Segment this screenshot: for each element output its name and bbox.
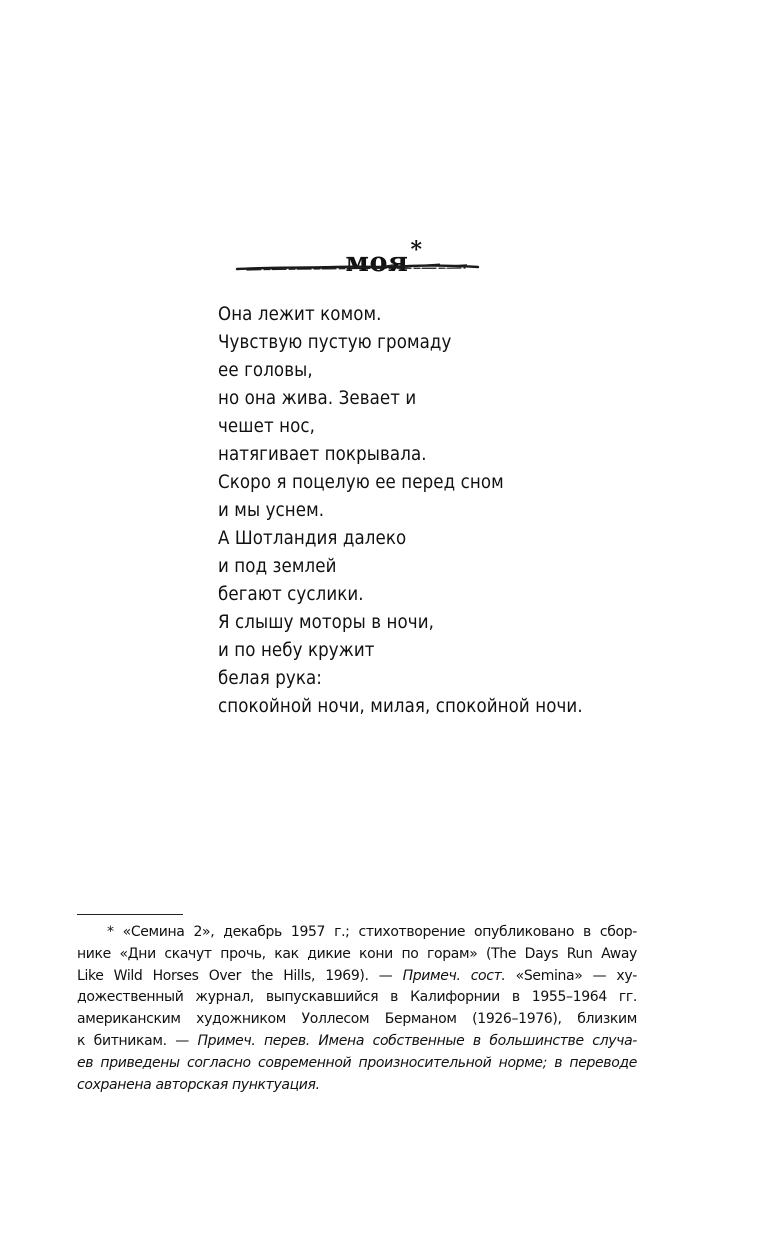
footnote: [77, 922, 637, 1096]
poem-line: и под землей: [218, 556, 337, 577]
footnote-line: сохранена авторская пунктуация.: [77, 1076, 320, 1093]
footnote-line: * «Семина 2», декабрь 1957 г.; стихотворение опубликовано в сбор-: [107, 924, 637, 940]
footnote-line: ев приведены согласно современной произносительной норме; в переводе: [77, 1054, 637, 1071]
poem-line: А Шотландия далеко: [218, 528, 407, 549]
footnote-line: нике «Дни скачут прочь, как дикие кони по горам» (The Days Run Away: [77, 945, 637, 962]
footnote-line: дожественный журнал, выпускавшийся в Калифорнии в 1955–1964 гг.: [77, 989, 637, 1006]
poem-line: белая рука:: [218, 668, 323, 689]
poem-line: Скоро я поцелую ее перед сном: [218, 472, 504, 493]
footnote-line: Like Wild Horses Over the Hills, 1969). — Примеч. сост. «Semina» — ху-: [77, 967, 638, 984]
poem-line: Она лежит комом.: [218, 304, 382, 325]
poem-title-text: моя: [345, 247, 409, 278]
poem-line: ее головы,: [218, 360, 313, 381]
poem-line: бегают суслики.: [218, 584, 364, 605]
poem-line: чешет нос,: [218, 416, 316, 437]
title-footnote-marker: *: [410, 237, 423, 263]
footnote-marker: *: [107, 924, 114, 940]
poem-line: Я слышу моторы в ночи,: [218, 612, 435, 633]
poem-line: Чувствую пустую громаду: [218, 332, 452, 353]
poem-line: и по небу кружит: [218, 640, 375, 661]
editor-note-label: Примеч. сост.: [402, 967, 506, 984]
footnote-line: к битникам. — Примеч. перев. Имена собственные в большинстве случа-: [77, 1032, 638, 1049]
footnote-separator: [77, 914, 183, 915]
poem-title: [0, 236, 768, 281]
poem-line: но она жива. Зевает и: [218, 388, 417, 409]
translator-note: Примеч. перев. Имена собственные в большинстве случа-: [197, 1032, 638, 1049]
poem-line: и мы уснем.: [218, 500, 325, 521]
poem-body: [218, 301, 583, 721]
footnote-line: американским художником Уоллесом Берманом (1926–1976), близким: [77, 1011, 637, 1028]
poem-line: спокойной ночи, милая, спокойной ночи.: [218, 696, 583, 717]
decorative-brush-rule: [235, 260, 480, 274]
poem-line: натягивает покрывала.: [218, 444, 427, 465]
